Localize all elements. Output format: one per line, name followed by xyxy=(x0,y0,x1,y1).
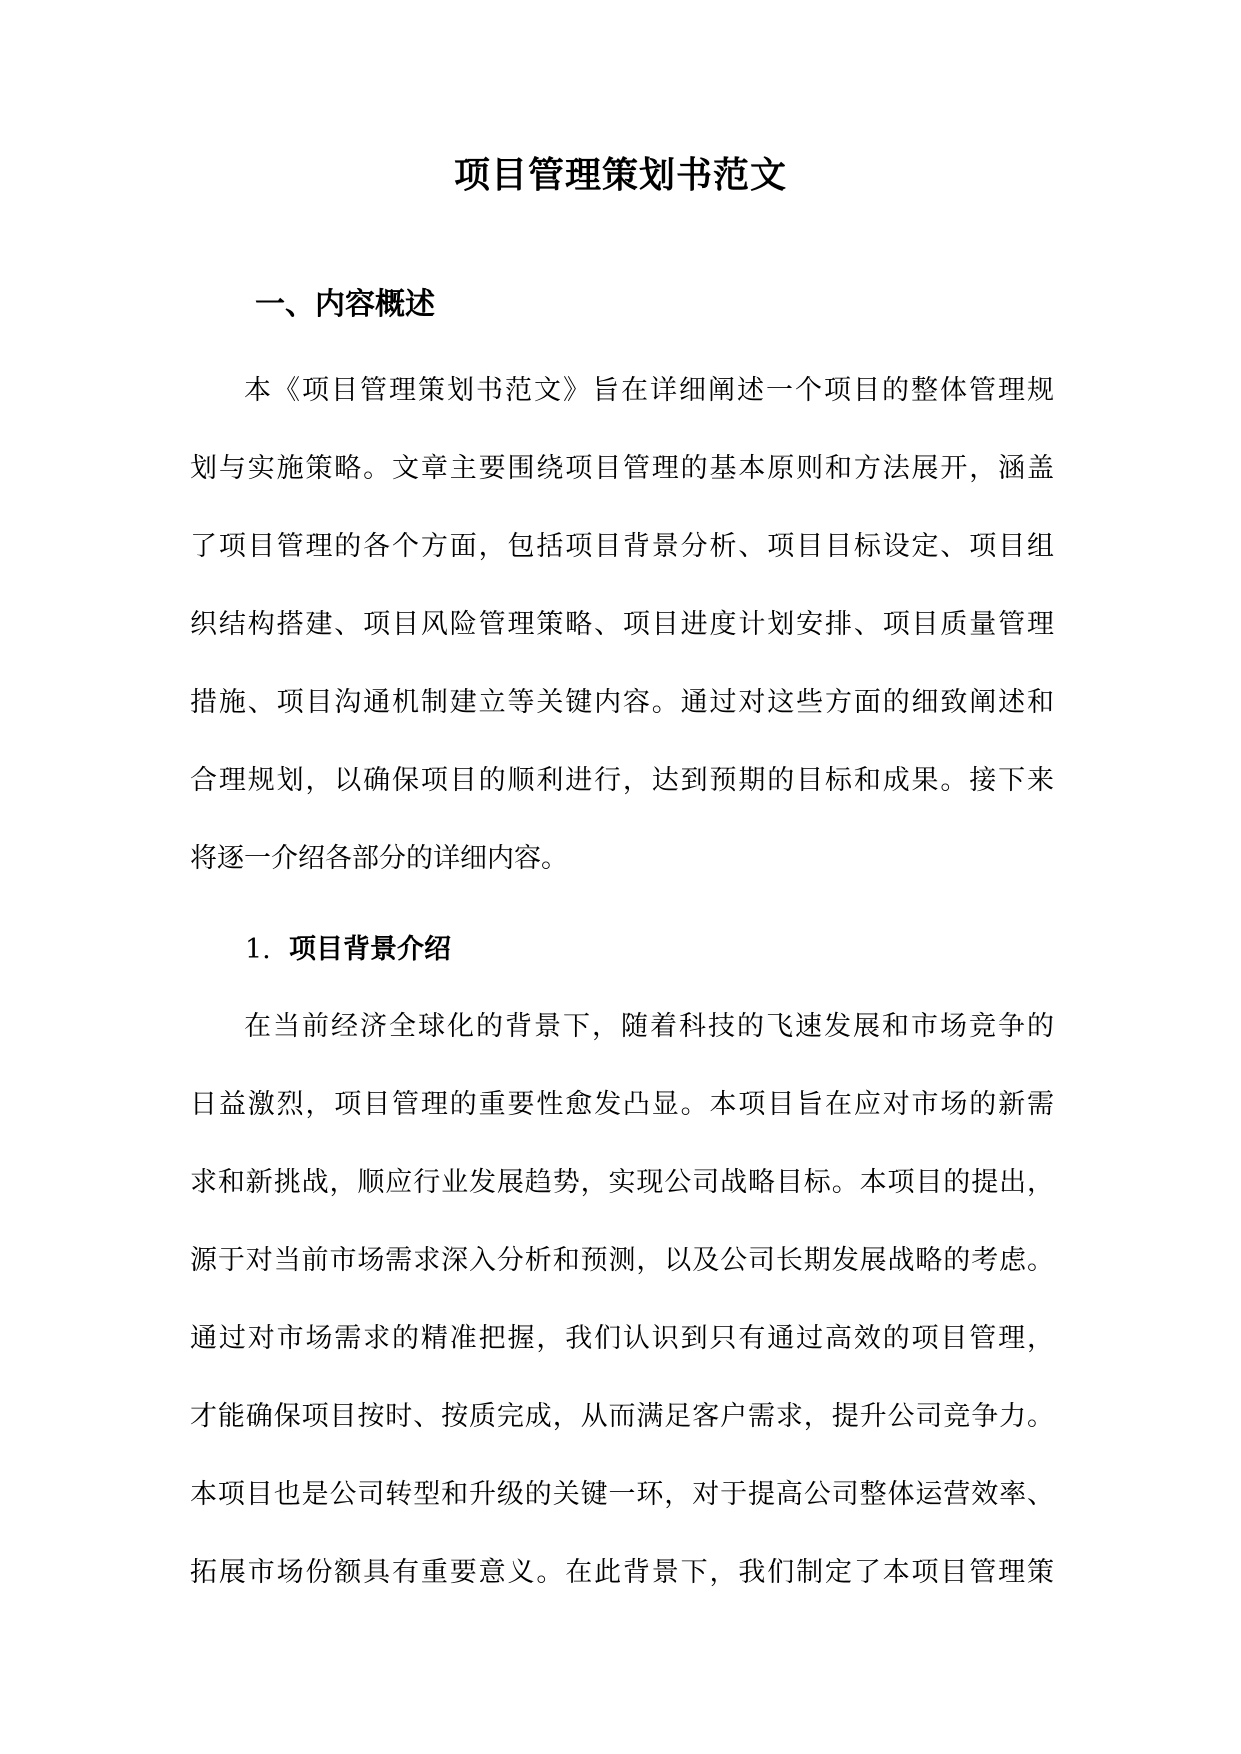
document-title: 项目管理策划书范文 xyxy=(453,154,787,196)
paragraph-line: 才能确保项目按时、按质完成，从而满足客户需求，提升公司竞争力。 xyxy=(190,1401,1054,1432)
overview-paragraph xyxy=(190,352,1054,898)
paragraph-line: 织结构搭建、项目风险管理策略、项目进度计划安排、项目质量管理 xyxy=(190,609,1054,640)
subsection-heading-text: 项目背景介绍 xyxy=(289,934,451,965)
paragraph-line: 合理规划，以确保项目的顺利进行，达到预期的目标和成果。接下来 xyxy=(190,765,1054,796)
subsection-number: 1. xyxy=(245,934,271,965)
paragraph-line: 本项目也是公司转型和升级的关键一环，对于提高公司整体运营效率、 xyxy=(190,1479,1054,1510)
paragraph-line: 日益激烈，项目管理的重要性愈发凸显。本项目旨在应对市场的新需 xyxy=(190,1089,1054,1120)
paragraph-line: 了项目管理的各个方面，包括项目背景分析、项目目标设定、项目组 xyxy=(190,531,1054,562)
paragraph-line: 求和新挑战，顺应行业发展趋势，实现公司战略目标。本项目的提出， xyxy=(190,1167,1054,1198)
subsection-heading-background xyxy=(245,930,451,970)
paragraph-line: 拓展市场份额具有重要意义。在此背景下，我们制定了本项目管理策 xyxy=(190,1557,1054,1588)
paragraph-line: 将逐一介绍各部分的详细内容。 xyxy=(190,843,568,874)
section-heading-overview: 一、内容概述 xyxy=(255,287,435,322)
paragraph-line: 源于对当前市场需求深入分析和预测，以及公司长期发展战略的考虑。 xyxy=(190,1245,1054,1276)
paragraph-line: 措施、项目沟通机制建立等关键内容。通过对这些方面的细致阐述和 xyxy=(190,687,1054,718)
paragraph-line: 本《项目管理策划书范文》旨在详细阐述一个项目的整体管理规 xyxy=(244,375,1054,406)
background-paragraph xyxy=(190,988,1054,1612)
paragraph-line: 通过对市场需求的精准把握，我们认识到只有通过高效的项目管理， xyxy=(190,1323,1054,1354)
paragraph-line: 在当前经济全球化的背景下，随着科技的飞速发展和市场竞争的 xyxy=(244,1011,1054,1042)
paragraph-line: 划与实施策略。文章主要围绕项目管理的基本原则和方法展开，涵盖 xyxy=(190,453,1054,484)
